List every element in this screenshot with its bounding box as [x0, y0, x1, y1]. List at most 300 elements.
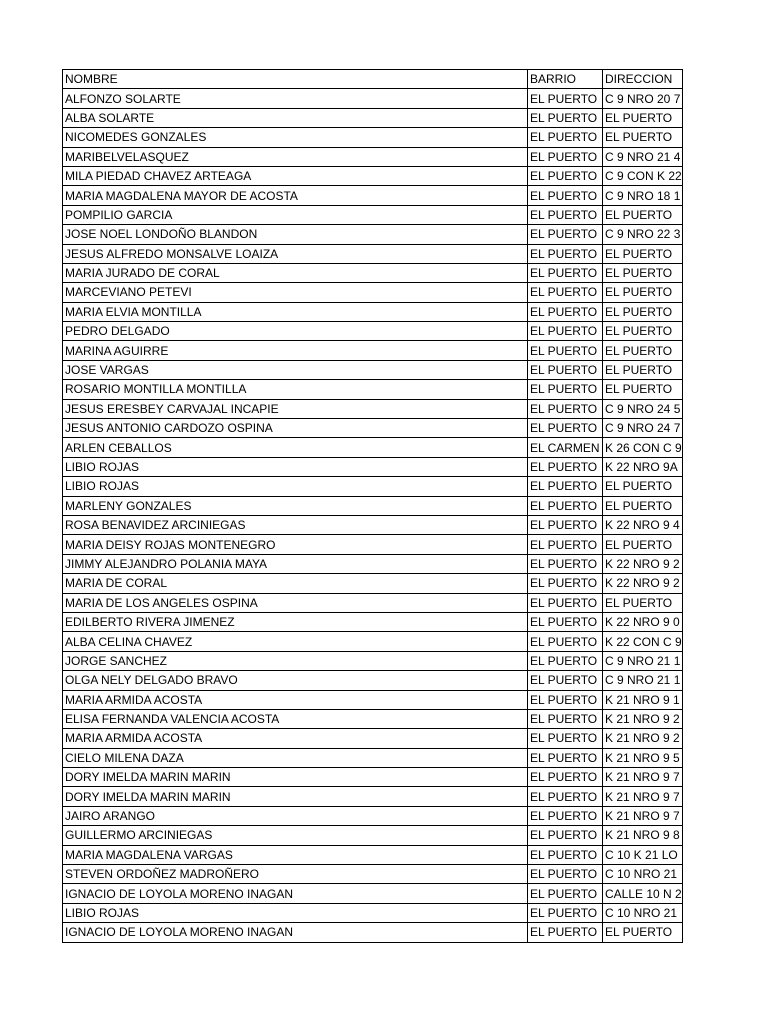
cell-text: K 21 NRO 9 7 [605, 789, 680, 804]
cell-text: K 21 NRO 9 2 [605, 731, 680, 746]
cell-text: K 22 NRO 9 2 [605, 576, 680, 591]
cell-text: EL PUERTO [530, 770, 598, 785]
cell-direccion[interactable] [603, 709, 683, 728]
cell-nombre[interactable] [63, 457, 528, 476]
cell-barrio[interactable] [528, 166, 603, 185]
cell-text: K 21 NRO 9 8 [605, 828, 680, 843]
cell-text: EL PUERTO [530, 188, 598, 203]
cell-nombre[interactable] [63, 729, 528, 748]
cell-barrio[interactable] [528, 108, 603, 127]
cell-text: EL PUERTO [605, 925, 673, 940]
cell-text: EL PUERTO [530, 634, 598, 649]
cell-barrio[interactable] [528, 729, 603, 748]
cell-text: EL PUERTO [530, 809, 598, 824]
cell-barrio[interactable] [528, 651, 603, 670]
cell-direccion[interactable] [603, 865, 683, 884]
cell-text: EL PUERTO [530, 304, 598, 319]
cell-text: MARIA MAGDALENA MAYOR DE ACOSTA [65, 188, 298, 203]
cell-barrio[interactable] [528, 768, 603, 787]
cell-text: EL CARMEN [530, 440, 600, 455]
cell-text: K 26 CON C 9 [605, 440, 682, 455]
cell-barrio[interactable] [528, 709, 603, 728]
table-row [63, 205, 683, 224]
cell-nombre[interactable] [63, 477, 528, 496]
cell-text: EL PUERTO [605, 285, 673, 300]
cell-text: EL PUERTO [605, 304, 673, 319]
cell-text: EL PUERTO [530, 169, 598, 184]
cell-text: EL PUERTO [530, 498, 598, 513]
table-row [63, 186, 683, 205]
table-row [63, 865, 683, 884]
cell-text: MARIA ARMIDA ACOSTA [65, 692, 203, 707]
cell-direccion[interactable] [603, 186, 683, 205]
cell-text: K 22 NRO 9 2 [605, 556, 680, 571]
table-row [63, 89, 683, 108]
cell-nombre[interactable] [63, 322, 528, 341]
table-row [63, 554, 683, 573]
cell-direccion[interactable] [603, 884, 683, 903]
cell-barrio[interactable] [528, 419, 603, 438]
cell-text: EL PUERTO [530, 285, 598, 300]
cell-direccion[interactable] [603, 341, 683, 360]
cell-text: K 22 NRO 9 0 [605, 615, 680, 630]
cell-barrio[interactable] [528, 884, 603, 903]
cell-text: JIMMY ALEJANDRO POLANIA MAYA [65, 556, 268, 571]
cell-direccion[interactable] [603, 283, 683, 302]
table-row [63, 923, 683, 942]
cell-text: MARIA DE CORAL [65, 576, 168, 591]
table-row [63, 690, 683, 709]
cell-text: EL PUERTO [530, 227, 598, 242]
cell-direccion[interactable] [603, 225, 683, 244]
cell-text: EL PUERTO [530, 828, 598, 843]
cell-text: MARIA ARMIDA ACOSTA [65, 731, 203, 746]
cell-text: ALFONZO SOLARTE [65, 91, 181, 106]
cell-text: EL PUERTO [605, 595, 673, 610]
cell-text: K 22 NRO 9 4 [605, 518, 680, 533]
cell-nombre[interactable] [63, 166, 528, 185]
cell-direccion[interactable] [603, 593, 683, 612]
cell-text: C 9 NRO 22 3 [605, 227, 681, 242]
cell-nombre[interactable] [63, 108, 528, 127]
cell-text: EL PUERTO [530, 750, 598, 765]
cell-text: K 21 NRO 9 5 [605, 750, 680, 765]
cell-text: C 9 CON K 22 [605, 169, 682, 184]
cell-nombre[interactable] [63, 690, 528, 709]
cell-barrio[interactable] [528, 612, 603, 631]
cell-barrio[interactable] [528, 380, 603, 399]
cell-text: EL PUERTO [530, 363, 598, 378]
cell-text: EL PUERTO [530, 925, 598, 940]
cell-text: EL PUERTO [530, 91, 598, 106]
cell-text: EL PUERTO [530, 789, 598, 804]
cell-direccion[interactable] [603, 806, 683, 825]
cell-text: MARCEVIANO PETEVI [65, 285, 192, 300]
cell-direccion[interactable] [603, 903, 683, 922]
cell-barrio[interactable] [528, 574, 603, 593]
cell-text: EL PUERTO [530, 207, 598, 222]
cell-nombre[interactable] [63, 283, 528, 302]
cell-barrio[interactable] [528, 923, 603, 942]
header-cell-barrio[interactable]: BARRIO [528, 70, 603, 89]
table-row [63, 399, 683, 418]
cell-text: JESUS ERESBEY CARVAJAL INCAPIE [65, 401, 279, 416]
cell-text: EL PUERTO [530, 401, 598, 416]
cell-text: MARINA AGUIRRE [65, 343, 169, 358]
cell-text: ROSA BENAVIDEZ ARCINIEGAS [65, 518, 246, 533]
cell-nombre[interactable] [63, 399, 528, 418]
cell-text: EL PUERTO [605, 324, 673, 339]
cell-text: K 22 NRO 9A [605, 460, 678, 474]
cell-text: ARLEN CEBALLOS [65, 440, 172, 455]
cell-direccion[interactable] [603, 729, 683, 748]
cell-barrio[interactable] [528, 360, 603, 379]
cell-direccion[interactable] [603, 787, 683, 806]
cell-direccion[interactable] [603, 380, 683, 399]
cell-text: EL PUERTO [530, 867, 598, 882]
cell-text: EL PUERTO [530, 556, 598, 571]
header-cell-direccion[interactable]: DIRECCION [603, 70, 683, 89]
header-row [63, 70, 683, 89]
cell-nombre[interactable] [63, 419, 528, 438]
cell-text: POMPILIO GARCIA [65, 207, 173, 222]
cell-text: EL PUERTO [605, 207, 673, 222]
cell-text: EL PUERTO [530, 266, 598, 281]
cell-text: MARIA ELVIA MONTILLA [65, 304, 202, 319]
table-row [63, 612, 683, 631]
cell-nombre[interactable] [63, 244, 528, 263]
cell-text: EL PUERTO [605, 266, 673, 281]
cell-text: C 9 NRO 21 1 [605, 673, 681, 688]
cell-text: MARLENY GONZALES [65, 498, 192, 513]
cell-text: C 9 NRO 20 7 [605, 91, 681, 106]
table-row [63, 515, 683, 534]
table-row [63, 263, 683, 282]
cell-barrio[interactable] [528, 225, 603, 244]
cell-text: EL PUERTO [530, 130, 598, 145]
cell-barrio[interactable] [528, 787, 603, 806]
cell-barrio[interactable] [528, 826, 603, 845]
cell-text: EL PUERTO [530, 712, 598, 727]
cell-text: K 21 NRO 9 7 [605, 770, 680, 785]
cell-barrio[interactable] [528, 147, 603, 166]
cell-text: CIELO MILENA DAZA [65, 750, 184, 765]
cell-text: EL PUERTO [605, 343, 673, 358]
cell-direccion[interactable] [603, 496, 683, 515]
table-row [63, 438, 683, 457]
cell-text: K 21 NRO 9 7 [605, 809, 680, 824]
cell-nombre[interactable] [63, 884, 528, 903]
table-row [63, 903, 683, 922]
table-row [63, 244, 683, 263]
cell-nombre[interactable] [63, 147, 528, 166]
cell-direccion[interactable] [603, 302, 683, 321]
cell-text: K 21 NRO 9 1 [605, 692, 680, 707]
cell-barrio[interactable] [528, 263, 603, 282]
cell-barrio[interactable] [528, 865, 603, 884]
cell-text: OLGA NELY DELGADO BRAVO [65, 673, 238, 688]
table-row [63, 787, 683, 806]
cell-direccion[interactable] [603, 632, 683, 651]
cell-direccion[interactable] [603, 748, 683, 767]
cell-direccion[interactable] [603, 360, 683, 379]
spreadsheet-table [62, 69, 683, 943]
table-row [63, 322, 683, 341]
table-row [63, 166, 683, 185]
table-row [63, 477, 683, 496]
header-cell-nombre[interactable]: NOMBRE [63, 70, 528, 89]
cell-text: DORY IMELDA MARIN MARIN [65, 789, 231, 804]
cell-text: ELISA FERNANDA VALENCIA ACOSTA [65, 712, 280, 727]
cell-text: EL PUERTO [530, 324, 598, 339]
cell-direccion[interactable] [603, 89, 683, 108]
cell-barrio[interactable] [528, 322, 603, 341]
cell-text: C 9 NRO 21 4 [605, 149, 681, 164]
cell-barrio[interactable] [528, 515, 603, 534]
cell-text: EL PUERTO [530, 537, 598, 552]
cell-nombre[interactable] [63, 438, 528, 457]
cell-text: EL PUERTO [530, 110, 598, 125]
cell-text: C 10 NRO 21 [605, 867, 678, 882]
cell-text: EL PUERTO [530, 886, 598, 901]
cell-text: K 21 NRO 9 2 [605, 712, 680, 727]
cell-barrio[interactable] [528, 457, 603, 476]
cell-nombre[interactable] [63, 826, 528, 845]
table-row [63, 535, 683, 554]
table-row [63, 651, 683, 670]
cell-barrio[interactable] [528, 341, 603, 360]
cell-direccion[interactable] [603, 923, 683, 942]
cell-barrio[interactable] [528, 806, 603, 825]
cell-direccion[interactable] [603, 535, 683, 554]
table-row [63, 709, 683, 728]
table-row [63, 768, 683, 787]
cell-nombre[interactable] [63, 341, 528, 360]
table-row [63, 360, 683, 379]
cell-text: EL PUERTO [530, 595, 598, 610]
cell-barrio[interactable] [528, 903, 603, 922]
cell-text: MARIBELVELASQUEZ [65, 149, 189, 164]
cell-text: EL PUERTO [605, 363, 673, 378]
cell-barrio[interactable] [528, 186, 603, 205]
cell-text: EL PUERTO [530, 518, 598, 533]
cell-text: ROSARIO MONTILLA MONTILLA [65, 382, 247, 397]
cell-direccion[interactable] [603, 263, 683, 282]
cell-nombre[interactable] [63, 360, 528, 379]
table-row [63, 748, 683, 767]
table-row [63, 225, 683, 244]
cell-direccion[interactable] [603, 147, 683, 166]
table-row [63, 593, 683, 612]
cell-text: EL PUERTO [530, 479, 598, 494]
cell-text: JESUS ALFREDO MONSALVE LOAIZA [65, 246, 279, 261]
cell-nombre[interactable] [63, 903, 528, 922]
cell-direccion[interactable] [603, 671, 683, 690]
cell-direccion[interactable] [603, 690, 683, 709]
cell-direccion[interactable] [603, 554, 683, 573]
cell-direccion[interactable] [603, 477, 683, 496]
table-row [63, 419, 683, 438]
cell-nombre[interactable] [63, 496, 528, 515]
table-row [63, 884, 683, 903]
cell-direccion[interactable] [603, 205, 683, 224]
cell-direccion[interactable] [603, 574, 683, 593]
cell-barrio[interactable] [528, 438, 603, 457]
cell-barrio[interactable] [528, 283, 603, 302]
cell-nombre[interactable] [63, 845, 528, 864]
cell-barrio[interactable] [528, 89, 603, 108]
cell-text: C 10 NRO 21 [605, 905, 678, 920]
table-row [63, 806, 683, 825]
cell-barrio[interactable] [528, 399, 603, 418]
cell-nombre[interactable] [63, 865, 528, 884]
cell-text: C 10 K 21 LO [605, 847, 678, 862]
cell-direccion[interactable] [603, 515, 683, 534]
cell-text: EL PUERTO [530, 905, 598, 920]
cell-text: MARIA MAGDALENA VARGAS [65, 847, 233, 862]
cell-direccion[interactable] [603, 108, 683, 127]
cell-nombre[interactable] [63, 515, 528, 534]
cell-barrio[interactable] [528, 477, 603, 496]
cell-text: EDILBERTO RIVERA JIMENEZ [65, 615, 235, 630]
cell-text: EL PUERTO [530, 382, 598, 397]
cell-text: ALBA CELINA CHAVEZ [65, 634, 193, 649]
cell-direccion[interactable] [603, 399, 683, 418]
table-row [63, 341, 683, 360]
cell-text: MARIA JURADO DE CORAL [65, 266, 220, 281]
table-row [63, 845, 683, 864]
cell-barrio[interactable] [528, 205, 603, 224]
cell-barrio[interactable] [528, 748, 603, 767]
cell-nombre[interactable] [63, 128, 528, 147]
cell-text: EL PUERTO [530, 421, 598, 436]
cell-barrio[interactable] [528, 554, 603, 573]
cell-nombre[interactable] [63, 574, 528, 593]
cell-direccion[interactable] [603, 651, 683, 670]
table-row [63, 128, 683, 147]
cell-barrio[interactable] [528, 244, 603, 263]
cell-nombre[interactable] [63, 632, 528, 651]
cell-barrio[interactable] [528, 632, 603, 651]
cell-direccion[interactable] [603, 128, 683, 147]
table-row [63, 283, 683, 302]
cell-direccion[interactable] [603, 166, 683, 185]
cell-text: IGNACIO DE LOYOLA MORENO INAGAN [65, 886, 294, 901]
cell-barrio[interactable] [528, 845, 603, 864]
cell-nombre[interactable] [63, 380, 528, 399]
cell-text: PEDRO DELGADO [65, 324, 170, 339]
cell-text: C 9 NRO 18 1 [605, 188, 681, 203]
cell-text: EL PUERTO [530, 576, 598, 591]
cell-text: IGNACIO DE LOYOLA MORENO INAGAN [65, 925, 294, 940]
cell-barrio[interactable] [528, 671, 603, 690]
cell-text: EL PUERTO [530, 731, 598, 746]
table-row [63, 380, 683, 399]
cell-barrio[interactable] [528, 128, 603, 147]
cell-text: EL PUERTO [605, 130, 673, 145]
cell-text: JOSE NOEL LONDOÑO BLANDON [65, 227, 258, 242]
cell-text: NICOMEDES GONZALES [65, 130, 207, 145]
table-body [63, 89, 683, 942]
cell-direccion[interactable] [603, 768, 683, 787]
cell-text: JAIRO ARANGO [65, 809, 156, 824]
cell-nombre[interactable] [63, 612, 528, 631]
cell-nombre[interactable] [63, 768, 528, 787]
cell-text: K 22 CON C 9 [605, 634, 682, 649]
table-row [63, 826, 683, 845]
cell-text: MARIA DE LOS ANGELES OSPINA [65, 595, 258, 610]
cell-text: JESUS ANTONIO CARDOZO OSPINA [65, 421, 273, 436]
cell-text: GUILLERMO ARCINIEGAS [65, 828, 213, 843]
cell-barrio[interactable] [528, 593, 603, 612]
cell-direccion[interactable] [603, 438, 683, 457]
cell-nombre[interactable] [63, 923, 528, 942]
cell-nombre[interactable] [63, 89, 528, 108]
cell-nombre[interactable] [63, 709, 528, 728]
table-row [63, 457, 683, 476]
cell-text: JORGE SANCHEZ [65, 653, 168, 668]
cell-text: EL PUERTO [530, 673, 598, 688]
cell-text: LIBIO ROJAS [65, 479, 140, 494]
cell-text: LIBIO ROJAS [65, 460, 140, 474]
cell-text: EL PUERTO [605, 110, 673, 125]
cell-direccion[interactable] [603, 826, 683, 845]
cell-nombre[interactable] [63, 593, 528, 612]
cell-text: EL PUERTO [530, 653, 598, 668]
cell-nombre[interactable] [63, 205, 528, 224]
cell-barrio[interactable] [528, 535, 603, 554]
cell-text: C 9 NRO 24 7 [605, 421, 681, 436]
cell-direccion[interactable] [603, 457, 683, 476]
cell-nombre[interactable] [63, 651, 528, 670]
cell-text: MILA PIEDAD CHAVEZ ARTEAGA [65, 169, 252, 184]
cell-nombre[interactable] [63, 787, 528, 806]
cell-direccion[interactable] [603, 419, 683, 438]
cell-barrio[interactable] [528, 302, 603, 321]
cell-barrio[interactable] [528, 496, 603, 515]
table-row [63, 574, 683, 593]
cell-text: EL PUERTO [605, 382, 673, 397]
cell-text: STEVEN ORDOÑEZ MADROÑERO [65, 867, 260, 882]
cell-nombre[interactable] [63, 748, 528, 767]
cell-direccion[interactable] [603, 322, 683, 341]
cell-text: EL PUERTO [530, 692, 598, 707]
cell-nombre[interactable] [63, 263, 528, 282]
table-row [63, 302, 683, 321]
cell-text: EL PUERTO [530, 460, 598, 474]
cell-direccion[interactable] [603, 244, 683, 263]
cell-nombre[interactable] [63, 806, 528, 825]
cell-direccion[interactable] [603, 612, 683, 631]
cell-text: EL PUERTO [605, 498, 673, 513]
cell-nombre[interactable] [63, 535, 528, 554]
cell-barrio[interactable] [528, 690, 603, 709]
cell-nombre[interactable] [63, 671, 528, 690]
cell-text: EL PUERTO [605, 479, 673, 494]
cell-nombre[interactable] [63, 225, 528, 244]
cell-nombre[interactable] [63, 186, 528, 205]
cell-text: C 9 NRO 24 5 [605, 401, 681, 416]
cell-text: JOSE VARGAS [65, 363, 149, 378]
table-row [63, 147, 683, 166]
cell-direccion[interactable] [603, 845, 683, 864]
table-row [63, 671, 683, 690]
table-row [63, 108, 683, 127]
cell-text: EL PUERTO [530, 246, 598, 261]
cell-nombre[interactable] [63, 554, 528, 573]
cell-nombre[interactable] [63, 302, 528, 321]
cell-text: MARIA DEISY ROJAS MONTENEGRO [65, 537, 276, 552]
